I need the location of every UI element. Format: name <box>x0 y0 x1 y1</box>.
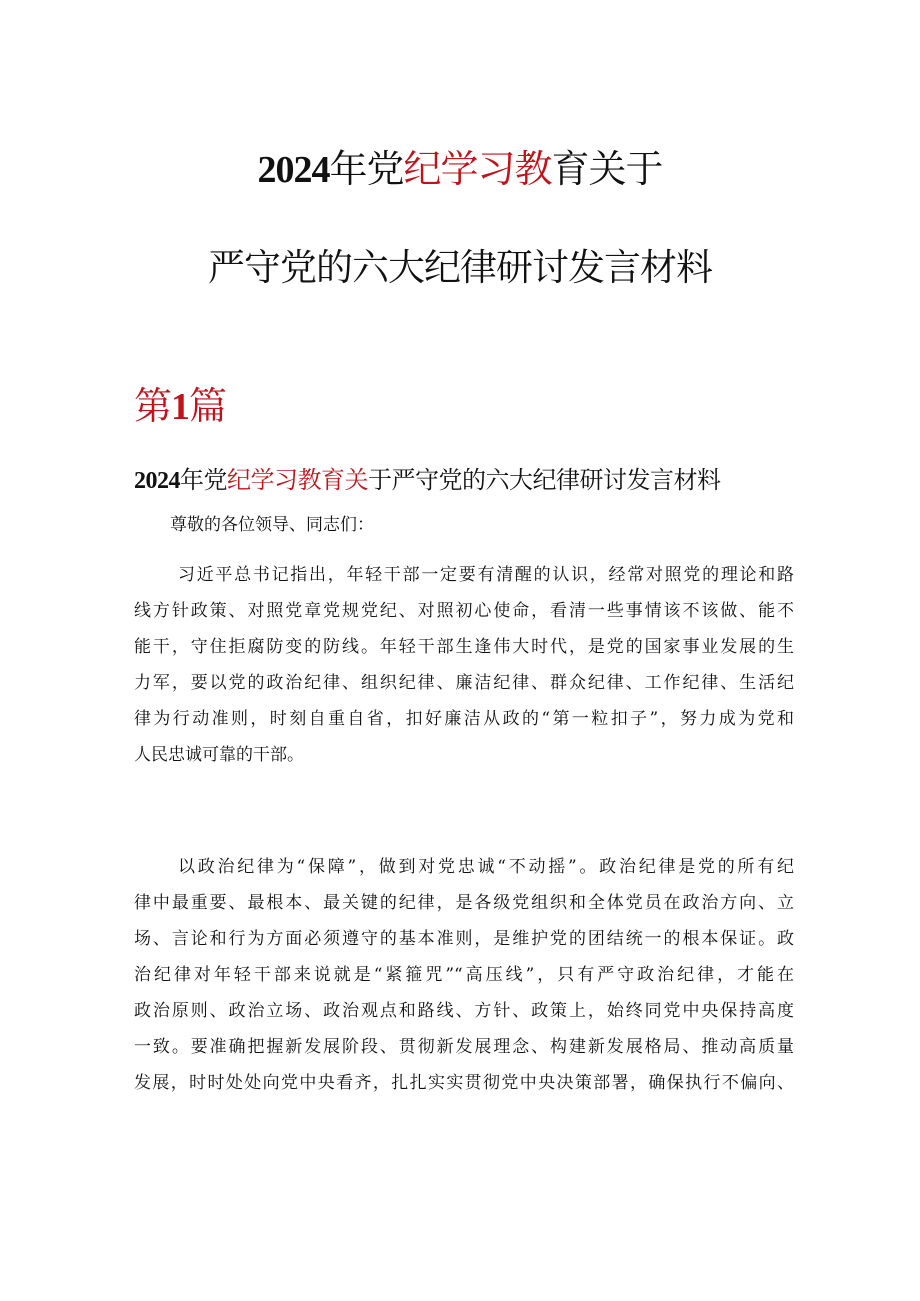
subtitle-text-black-2: 于严守党的六大纪律研讨发言材料 <box>368 466 721 494</box>
title-text-black-2: 育关于 <box>551 147 663 191</box>
subtitle-text-red: 纪学习教育关 <box>227 466 368 494</box>
paragraph-line: 力军，要以党的政治纪律、组织纪律、廉洁纪律、群众纪律、工作纪律、生活纪 <box>134 673 794 693</box>
title-text-black-1: 年党 <box>329 147 404 191</box>
paragraph-line: 习近平总书记指出，年轻干部一定要有清醒的认识，经常对照党的理论和路 <box>178 565 794 585</box>
body-paragraph-2 <box>134 849 794 1101</box>
chapter-number: 1 <box>171 386 190 428</box>
paragraph-line: 律为行动准则，时刻自重自省，扣好廉洁从政的“第一粒扣子”，努力成为党和 <box>134 709 794 729</box>
paragraph-line: 治纪律对年轻干部来说就是“紧箍咒”“高压线”，只有严守政治纪律，才能在 <box>134 965 794 985</box>
paragraph-line: 一致。要准确把握新发展阶段、贯彻新发展理念、构建新发展格局、推动高质量 <box>134 1037 794 1057</box>
chapter-heading <box>134 383 226 430</box>
paragraph-line: 律中最重要、最根本、最关键的纪律，是各级党组织和全体党员在政治方向、立 <box>134 893 794 913</box>
paragraph-line: 能干，守住拒腐防变的防线。年轻干部生逢伟大时代，是党的国家事业发展的生 <box>134 637 794 657</box>
chapter-prefix: 第 <box>134 384 172 428</box>
section-subtitle <box>134 464 721 497</box>
paragraph-line: 线方针政策、对照党章党规党纪、对照初心使命，看清一些事情该不该做、能不 <box>134 601 794 621</box>
subtitle-year: 2024 <box>134 468 180 494</box>
paragraph-line: 人民忠诚可靠的干部。 <box>134 745 304 765</box>
title-text-red: 纪学习教 <box>403 147 552 191</box>
salutation: 尊敬的各位领导、同志们： <box>170 515 374 535</box>
paragraph-line: 发展，时时处处向党中央看齐，扎扎实实贯彻党中央决策部署，确保执行不偏向、 <box>134 1073 794 1093</box>
paragraph-line: 政治原则、政治立场、政治观点和路线、方针、政策上，始终同党中央保持高度 <box>134 1001 794 1021</box>
body-paragraph-1 <box>134 557 794 773</box>
title-year: 2024 <box>257 149 330 191</box>
subtitle-text-black-1: 年党 <box>180 466 227 494</box>
paragraph-line: 以政治纪律为“保障”，做到对党忠诚“不动摇”。政治纪律是党的所有纪 <box>178 857 794 877</box>
paragraph-line: 场、言论和行为方面必须遵守的基本准则，是维护党的团结统一的根本保证。政 <box>134 929 794 949</box>
document-title-line-2: 严守党的六大纪律研讨发言材料 <box>208 246 712 289</box>
document-title-line-1 <box>0 146 920 193</box>
chapter-suffix: 篇 <box>189 384 227 428</box>
